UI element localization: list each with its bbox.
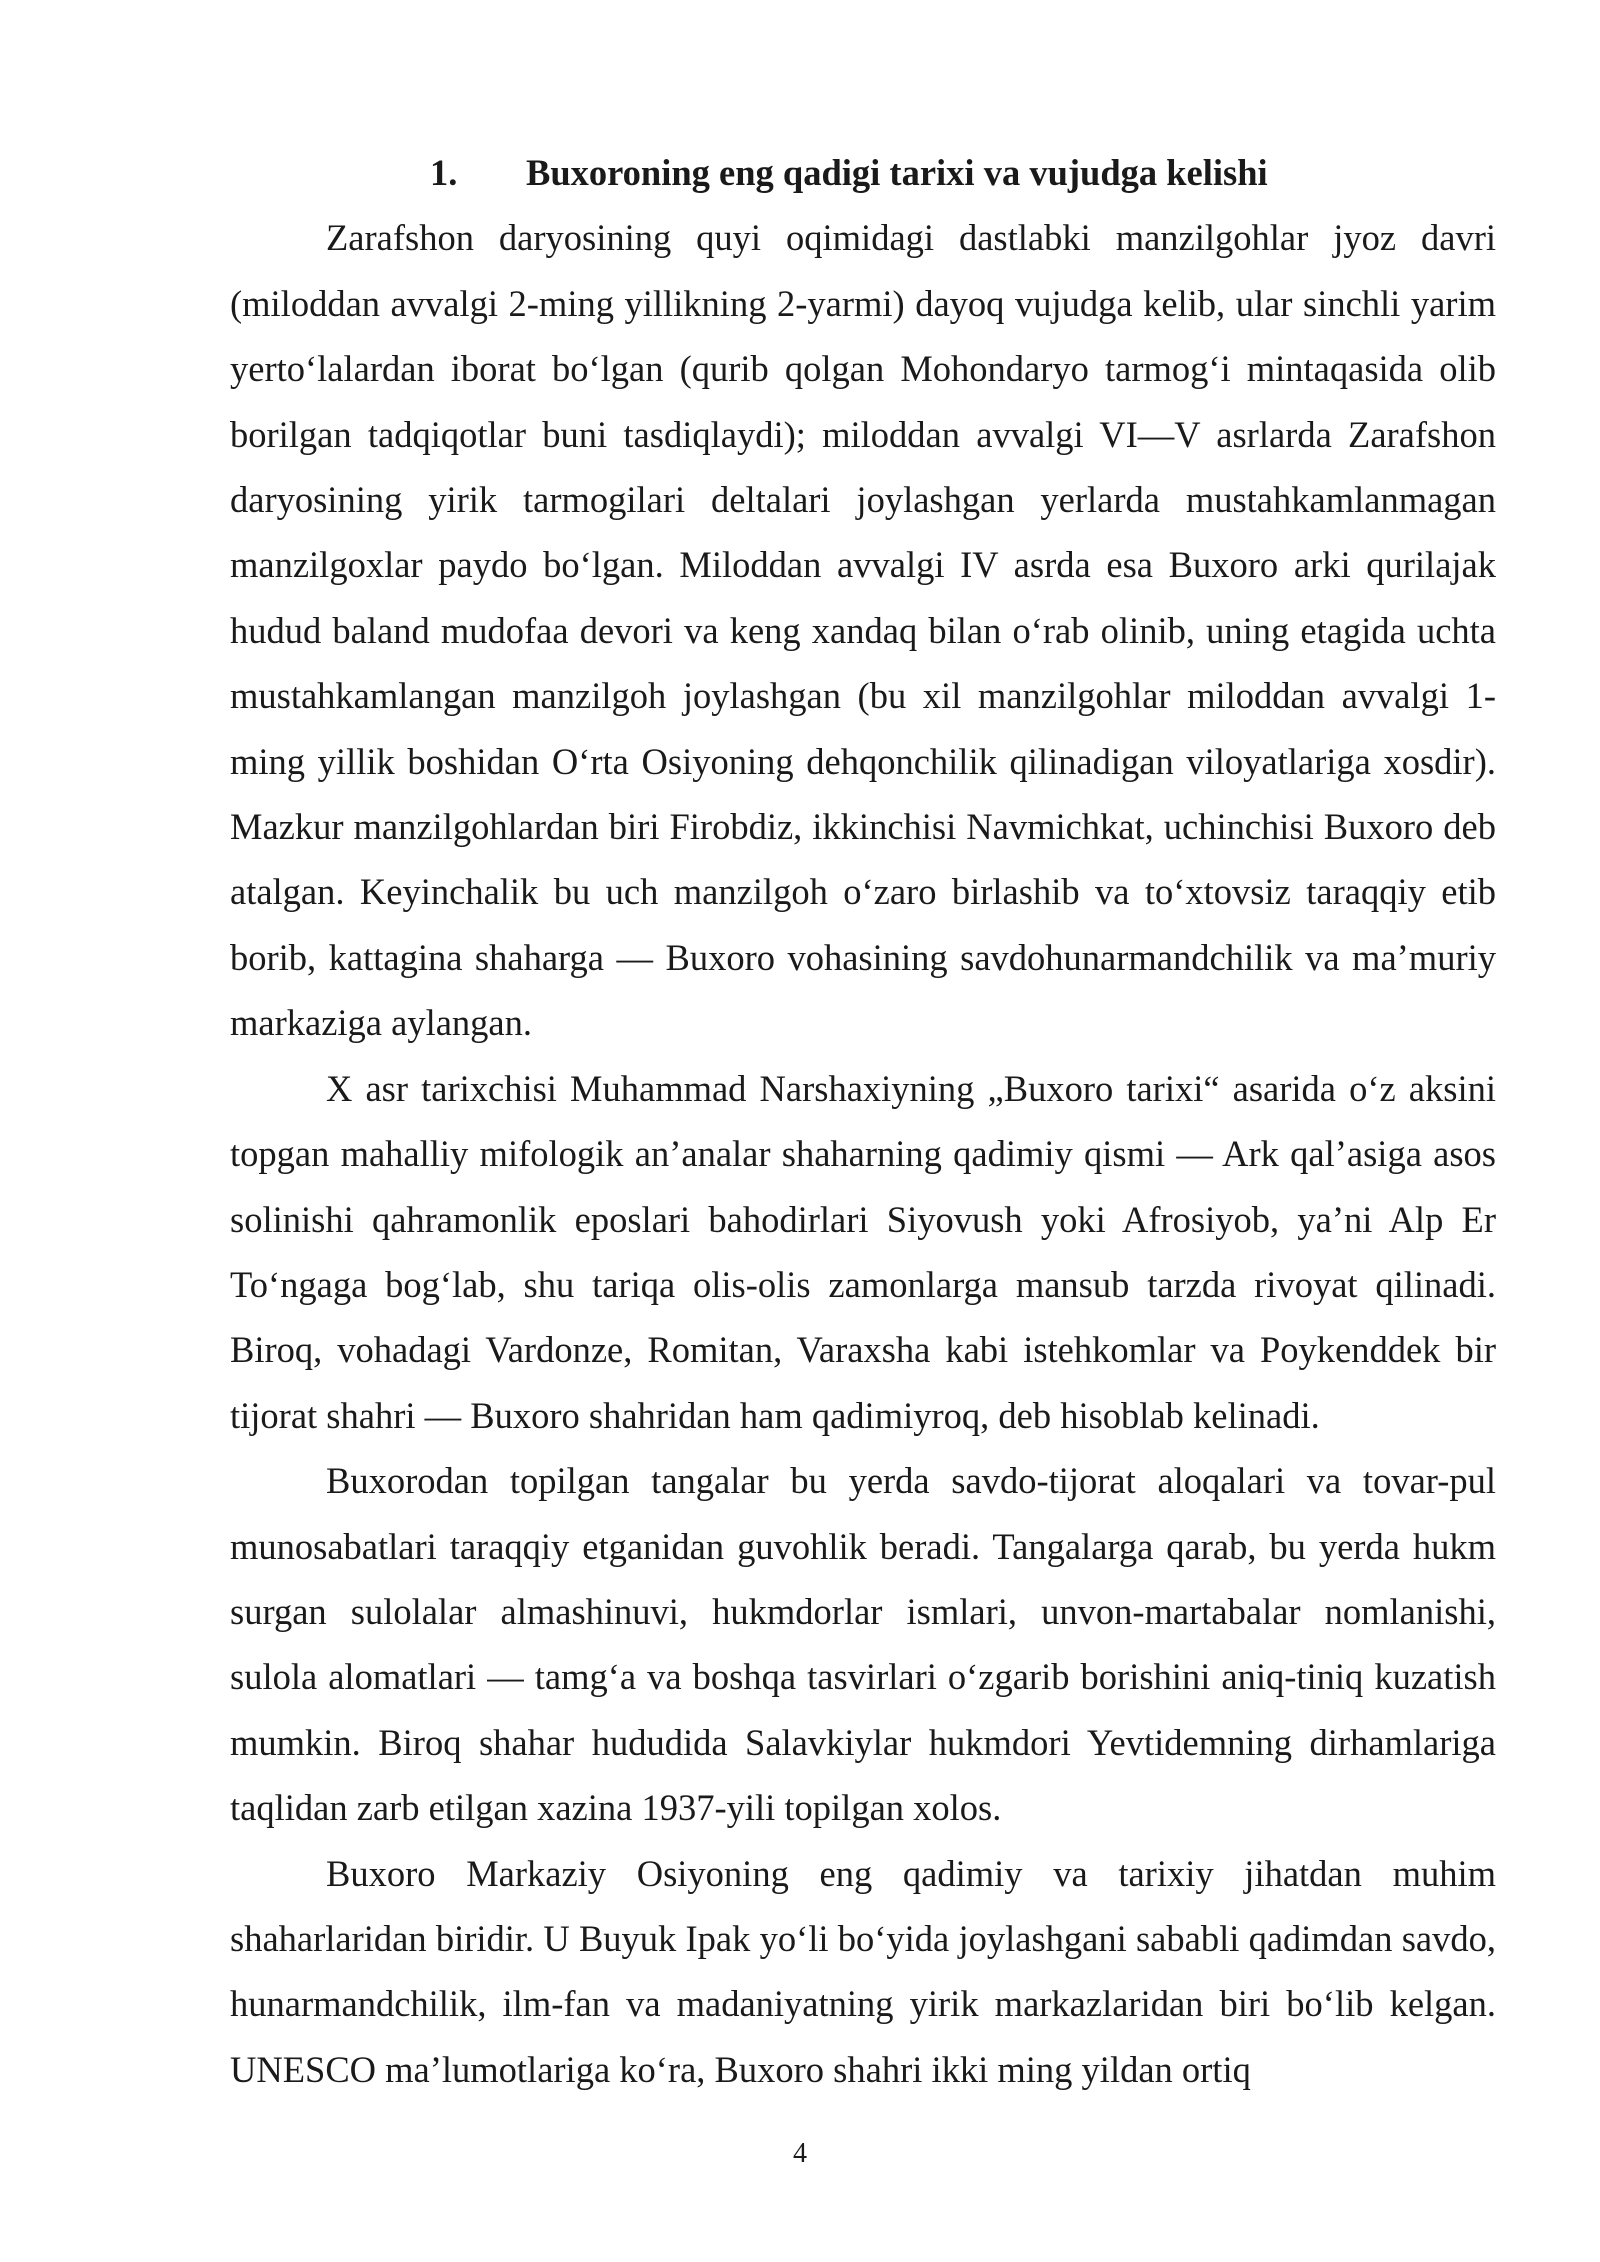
- section-number: 1.: [430, 152, 458, 193]
- paragraph-4: Buxoro Markaziy Osiyoning eng qadimiy va tarixiy jihatdan muhim shaharlaridan biridir. U Buyuk Ipak yo‘li bo‘yida joylashgani sababli qadimdan savdo, hunarmandchilik, ilm-fan va madaniyatning yirik markazlaridan biri bo‘lib kelgan. UNESCO ma’lumotlariga ko‘ra, Buxoro shahri ikki ming yildan ortiq: [230, 1852, 1496, 2090]
- paragraph-2: X asr tarixchisi Muhammad Narshaxiyning „Buxoro tarixi“ asarida o‘z aksini topgan mahalliy mifologik an’analar shaharning qadimiy qismi — Ark qal’asiga asos solinishi qahramonlik eposlari bahodirlari Siyovush yoki Afrosiyob, ya’ni Alp Er To‘ngaga bog‘lab, shu tariqa olis-olis zamonlarga mansub tarzda rivoyat qilinadi. Biroq, vohadagi Vardonze, Romitan, Varaxsha kabi istehkomlar va Poykenddek bir tijorat shahri — Buxoro shahridan ham qadimiyroq, deb hisoblab kelinadi.: [230, 1067, 1496, 1436]
- section-heading: [230, 140, 1496, 205]
- paragraph-1: Zarafshon daryosining quyi oqimidagi dastlabki manzilgohlar jyoz davri (miloddan avvalgi 2-ming yillikning 2-yarmi) dayoq vujudga kelib, ular sinchli yarim yerto‘lalardan iborat bo‘lgan (qurib qolgan Mohondaryo tarmog‘i mintaqasida olib borilgan tadqiqotlar buni tasdiqlaydi); miloddan avvalgi VI—V asrlarda Zarafshon daryosining yirik tarmogilari deltalari joylashgan yerlarda mustahkamlanmagan manzilgoxlar paydo bo‘lgan. Miloddan avvalgi IV asrda esa Buxoro arki qurilajak hudud baland mudofaa devori va keng xandaq bilan o‘rab olinib, uning etagida uchta mustahkamlangan manzilgoh joylashgan (bu xil manzilgohlar miloddan avvalgi 1-ming yillik boshidan O‘rta Osiyoning dehqonchilik qilinadigan viloyatlariga xosdir). Mazkur manzilgohlardan biri Firobdiz, ikkinchisi Navmichkat, uchinchisi Buxoro deb atalgan. Keyinchalik bu uch manzilgoh o‘zaro birlashib va to‘xtovsiz taraqqiy etib borib, kattagina shaharga — Buxoro vohasining savdohunarmandchilik va ma’muriy markaziga aylangan.: [230, 217, 1496, 1044]
- paragraph-3: Buxorodan topilgan tangalar bu yerda savdo-tijorat aloqalari va tovar-pul munosabatlari taraqqiy etganidan guvohlik beradi. Tangalarga qarab, bu yerda hukm surgan sulolalar almashinuvi, hukmdorlar ismlari, unvon-martabalar nomlanishi, sulola alomatlari — tamg‘a va boshqa tasvirlari o‘zgarib borishini aniq-tiniq kuzatish mumkin. Biroq shahar hududida Salavkiylar hukmdori Yevtidemning dirhamlariga taqlidan zarb etilgan xazina 1937-yili topilgan xolos.: [230, 1460, 1496, 1829]
- page-number: 4: [793, 2138, 807, 2169]
- section-title: Buxoroning eng qadigi tarixi va vujudga kelishi: [526, 152, 1268, 193]
- document-page: [230, 140, 1496, 2102]
